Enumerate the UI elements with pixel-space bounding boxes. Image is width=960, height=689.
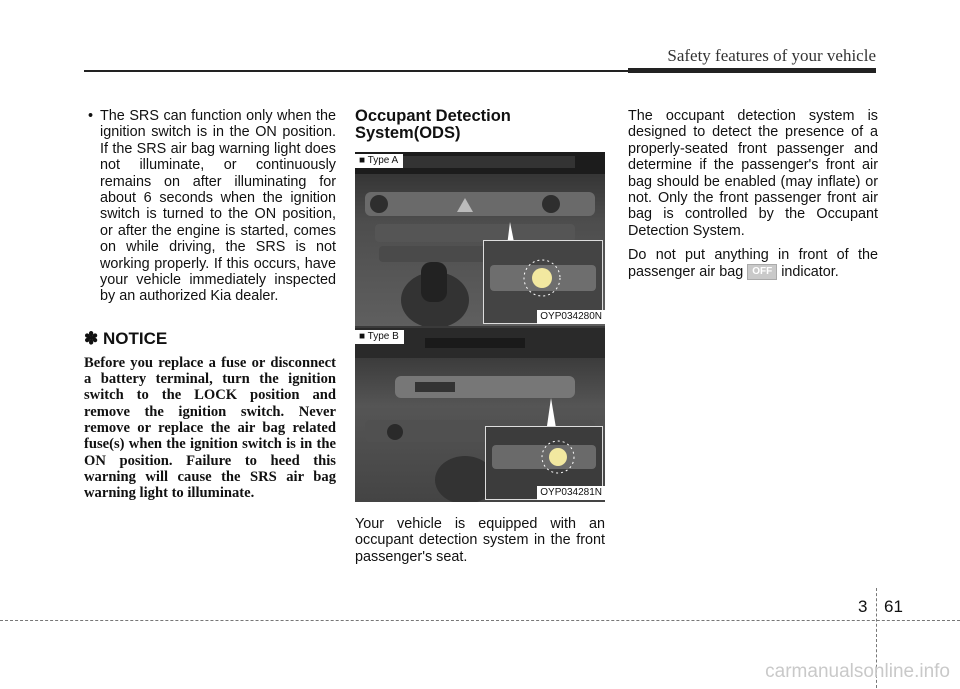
column-left [84,108,336,502]
bullet-text: The SRS can function only when the ignition switch is in the ON position. If the SRS air bag warning light does not illuminate, or continuously remains on after illuminating for about 6 seconds when the ignition switch is turned to the ON position, or after the engine is started, comes on while driving, the SRS is not working properly. If this occurs, have your vehicle immediately inspected by an authorized Kia dealer. [100,108,336,305]
column-middle [355,108,605,565]
ods-figure [355,152,605,502]
notice-body: Before you replace a fuse or disconnect a battery terminal, turn the ignition switch to the LOCK position and remove the ignition switch. Never remove or replace the air bag related fuse(s) when the ignition switch is in the ON position. Failure to heed this warning will cause the SRS air bag warning light to illuminate. [84,354,336,502]
page-number [0,597,960,617]
ods-description: The occupant detection system is designed to detect the presence of a properly-seated front passenger and determine if the passenger's front air bag should be enabled (may inflate) or not. Only the front passenger front air bag is controlled by the Occupant Detection System. [628,108,878,239]
running-header: Safety features of your vehicle [667,46,876,65]
off-indicator-icon: OFF [747,264,777,280]
figure-code-b: OYP034281N [537,486,605,500]
footer-rule [0,620,960,621]
watermark: carmanualsonline.info [765,661,950,682]
bullet-item [84,108,336,305]
figure-code-a: OYP034280N [537,310,605,324]
chapter-number: 3 [858,597,868,616]
section-title: Occupant Detection System(ODS) [355,107,511,142]
notice-heading: ✽ NOTICE [84,328,168,348]
type-b-label: ■ Type B [355,330,404,344]
warning-text-before: Do not put anything in front of the passenger air bag [628,247,878,280]
page-number-value: 61 [884,597,903,616]
ods-warning [628,247,878,280]
ods-intro-text: Your vehicle is equipped with an occupant detection system in the front passenger's seat. [355,516,605,565]
figure-type-a [355,152,605,326]
header-rule-accent [628,68,876,73]
type-a-label: ■ Type A [355,154,403,168]
warning-text-after: indicator. [781,263,839,280]
figure-type-b [355,328,605,502]
column-right [628,108,878,280]
bullet-marker: • [88,108,94,124]
